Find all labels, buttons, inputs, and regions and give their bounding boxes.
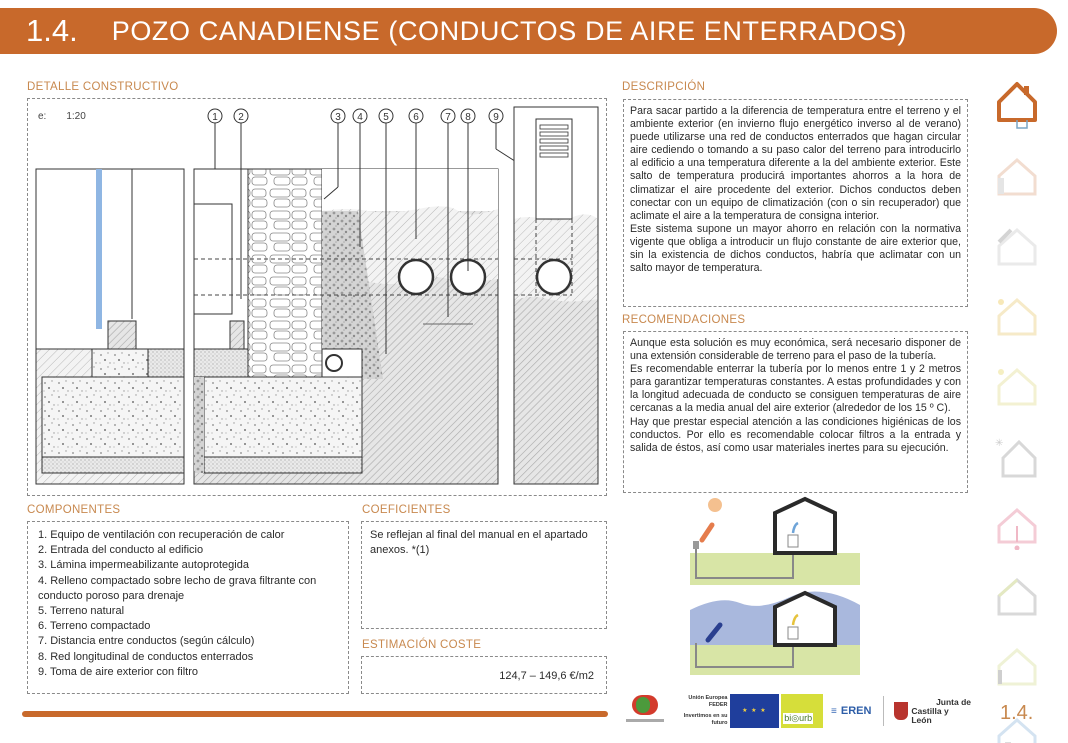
svg-text:5: 5 <box>383 112 389 123</box>
coeficientes-box <box>361 521 607 629</box>
seasonal-airflow-illustration <box>690 495 870 685</box>
coat-of-arms-icon <box>894 702 908 720</box>
svg-text:4: 4 <box>357 112 363 123</box>
recomendaciones-label: RECOMENDACIONES <box>622 314 746 326</box>
regional-logo <box>626 693 664 729</box>
recomendaciones-paragraph: Es recomendable enterrar la tubería por lo menos entre 1 y 2 metros para garantizar temperaturas constantes. A estas profundidades y con la longitud adecuada de conducto se consiguen temperaturas de aire cercanas a la media anual del aire exterior (alrededor de los 15 º C). <box>630 363 961 415</box>
coste-value: 124,7 – 149,6 €/m2 <box>499 670 594 682</box>
sponsor-logos <box>626 690 971 732</box>
title-bar <box>0 8 1057 54</box>
descripcion-paragraph: Para sacar partido a la diferencia de temperatura entre el terreno y el ambiente exterior (en invierno flujo energético inverso al de verano) puede utilizarse una red de conductos enterrados que hagan circular aire cediendo o tomando a su paso calor del terreno para introducirlo al edificio a una temperatura diferente a la del ambiente exterior. Este salto de temperatura producirá importantes ahorros a la hora de climatizar el aire procedente del exterior. Dichos conductos deben conectar con un equipo de climatización (con o sin recuperador) que aclimate el aire a la temperatura de consigna interior. <box>630 105 961 222</box>
house-panel-icon[interactable] <box>995 646 1039 690</box>
construction-detail-drawing <box>27 98 607 496</box>
recomendaciones-paragraph: Aunque esta solución es muy económica, será necesario disponer de una extensión considerable de terreno para el paso de la tubería. <box>630 337 961 363</box>
svg-text:9: 9 <box>493 112 499 123</box>
logo-divider <box>883 696 884 726</box>
descripcion-label: DESCRIPCIÓN <box>622 81 706 93</box>
component-item: 5. Terreno natural <box>38 605 125 618</box>
junta-logo: Junta de Castilla y León <box>894 698 971 725</box>
component-item: 8. Red longitudinal de conductos enterrados <box>38 650 254 663</box>
svg-text:1: 1 <box>212 112 218 123</box>
eren-logo: ≡ EREN <box>831 705 872 717</box>
component-item: 6. Terreno compactado <box>38 620 151 633</box>
componentes-box <box>27 521 349 694</box>
house-roof-icon[interactable] <box>995 226 1039 270</box>
eu-flag-icon: ★ ★ ★ <box>730 694 780 728</box>
svg-text:6: 6 <box>413 112 419 123</box>
section-drawing <box>28 99 608 497</box>
chapter-sidebar <box>995 80 1047 743</box>
house-sun-icon[interactable] <box>995 366 1039 410</box>
recomendaciones-box <box>623 331 968 493</box>
coeficientes-label: COEFICIENTES <box>362 504 451 516</box>
coste-box <box>361 656 607 694</box>
house-green-icon[interactable] <box>995 576 1039 620</box>
section-number: 1.4. <box>26 13 78 48</box>
svg-text:✳: ✳ <box>995 438 1004 449</box>
svg-text:7: 7 <box>445 112 451 123</box>
eu-feder-text: Unión Europea FEDER Invertimos en su futuro <box>683 695 728 726</box>
scale-indicator: e: 1:20 <box>38 111 86 122</box>
house-insulation-icon[interactable] <box>995 156 1039 200</box>
component-item: 2. Entrada del conducto al edificio <box>38 544 204 557</box>
svg-text:8: 8 <box>465 112 471 123</box>
svg-text:2: 2 <box>238 112 244 123</box>
house-thermometer-icon[interactable] <box>995 506 1039 550</box>
component-item: 1. Equipo de ventilación con recuperación de calor <box>38 529 285 541</box>
coeficientes-text: Se reflejan al final del manual en el apartado anexos. *(1) <box>370 529 588 556</box>
house-sun-grey-icon[interactable] <box>995 436 1039 480</box>
footer-bar <box>22 711 608 717</box>
component-item: 9. Toma de aire exterior con filtro <box>38 665 198 678</box>
componentes-label: COMPONENTES <box>27 504 121 516</box>
page-number: 1.4. <box>1000 702 1034 724</box>
detalle-label: DETALLE CONSTRUCTIVO <box>27 81 179 93</box>
descripcion-box <box>623 99 968 307</box>
component-item: 3. Lámina impermeabilizante autoprotegida <box>38 559 249 572</box>
component-item: 7. Distancia entre conductos (según cálculo) <box>38 635 255 648</box>
component-item: 4. Relleno compactado sobre lecho de grava filtrante con conducto poroso para drenaje <box>38 574 317 602</box>
coste-label: ESTIMACIÓN COSTE <box>362 639 482 651</box>
page-title: POZO CANADIENSE (CONDUCTOS DE AIRE ENTERRADOS) <box>111 15 907 46</box>
biourb-logo: bi◎urb <box>781 694 823 728</box>
svg-text:3: 3 <box>335 112 341 123</box>
house-solar-icon[interactable] <box>995 296 1039 340</box>
componentes-list <box>38 528 338 680</box>
house-ventilation-icon[interactable] <box>995 80 1039 130</box>
recomendaciones-paragraph: Hay que prestar especial atención a las condiciones higiénicas de los conductos. Por ello es recomendable colocar filtros a la entrada y salida de éstos, así como usar materiales inertes para su ejecución. <box>630 415 961 454</box>
descripcion-paragraph: Este sistema supone un mayor ahorro en relación con la normativa vigente que obliga a introducir un flujo constante de aire exterior que, sin la existencia de dichos conductos, habría que aclimatar con un salto mayor de temperatura. <box>630 222 961 275</box>
